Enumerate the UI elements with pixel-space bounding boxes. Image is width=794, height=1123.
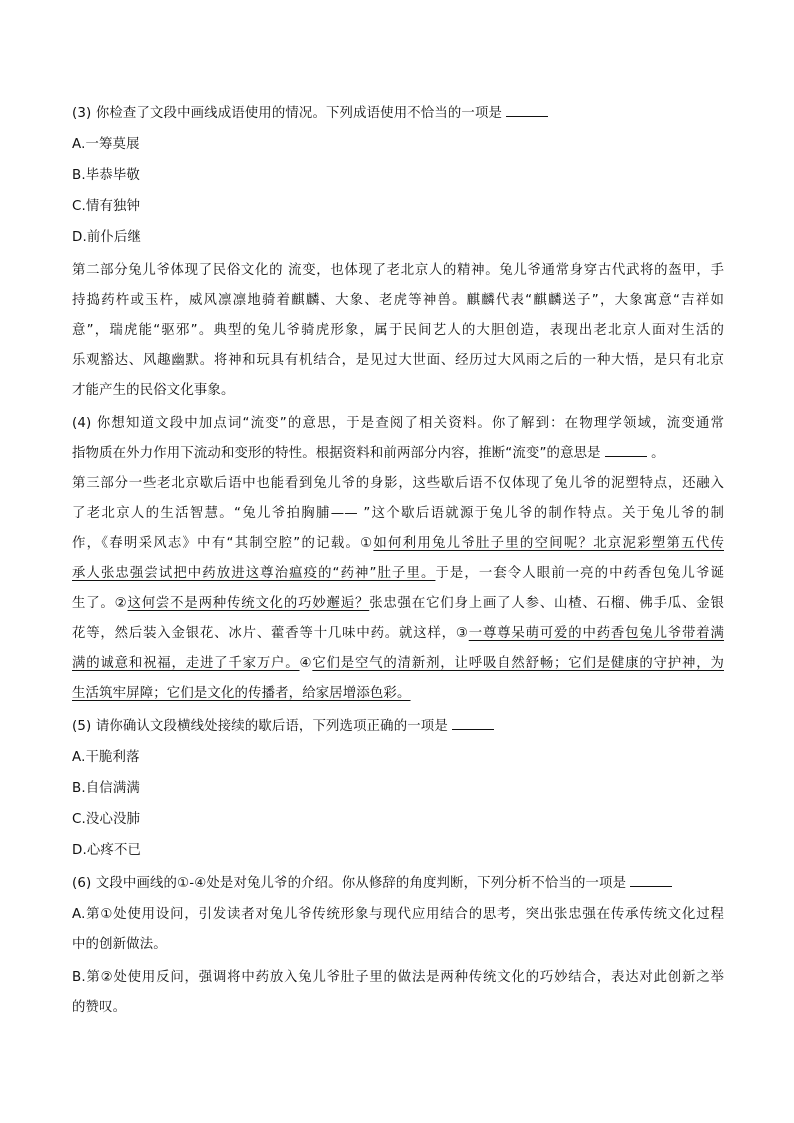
part2-line: 持捣药杵或玉杵，威风凛凛地骑着麒麟、大象、老虎等神兽。麒麟代表“麒麟送子”，大象寓意“吉祥如 [72, 293, 724, 308]
part3-line: 了老北京人的生活智慧。“兔儿爷拍胸脯—— ”这个歇后语就源于兔儿爷的制作特点。关于兔儿爷的制 [72, 506, 724, 521]
answer-blank [630, 885, 672, 887]
part2-line: 乐观豁达、风趣幽默。将神和玩具有机结合，是见过大世面、经历过大风雨之后的一种大悟，是只有北京 [72, 353, 724, 368]
answer-blank [506, 115, 548, 117]
q5-option-c: C.没心没肺 [72, 812, 141, 827]
q6-option-b-cont: 的赞叹。 [72, 1000, 127, 1015]
q3-option-d: D.前仆后继 [72, 230, 142, 245]
underlined-text: 生活筑牢屏障；它们是文化的传播者，给家居增添色彩。 [72, 686, 411, 701]
q3-option-b: B.毕恭毕敬 [72, 168, 140, 183]
part3-line [72, 684, 724, 704]
underlined-text: 这何尝不是两种传统文化的巧妙邂逅？ [127, 596, 370, 611]
part3-line: 满的诚意和祝福，走进了千家万户。④它们是空气的清新剂，让呼吸自然舒畅；它们是健康的守护神，为 [72, 656, 724, 671]
q6-stem: (6) 文段中画线的①-④处是对兔儿爷的介绍。你从修辞的角度判断，下列分析不恰当的一项是 [72, 874, 724, 894]
q3-option-a: A.一筹莫展 [72, 137, 140, 152]
part3-line: 花等，然后装入金银花、冰片、藿香等十几味中药。就这样，③一尊尊呆萌可爱的中药香包兔儿爷带着满 [72, 626, 725, 641]
q5-option-d: D.心疼不已 [72, 843, 142, 858]
q5-stem: (5) 请你确认文段横线处接续的歇后语，下列选项正确的一项是 [72, 717, 724, 737]
q6-option-b: B.第②处使用反问，强调将中药放入兔儿爷肚子里的做法是两种传统文化的巧妙结合，表达对此创新之举 [72, 970, 724, 985]
part3-line: 作，《春明采风志》中有“其制空腔”的记载。①如何利用兔儿爷肚子里的空间呢？北京泥彩塑第五代传 [72, 536, 724, 551]
underlined-text: 一尊尊呆萌可爱的中药香包兔儿爷带着满 [468, 626, 725, 641]
underlined-text: 它们是空气的清新剂，让呼吸自然舒畅；它们是健康的守护神，为 [312, 656, 724, 671]
underlined-text: 承人张忠强尝试把中药放进这尊治瘟疫的“药神”肚子里。 [72, 566, 436, 581]
q6-option-a: A.第①处使用设问，引发读者对兔儿爷传统形象与现代应用结合的思考，突出张忠强在传承传统文化过程 [72, 907, 724, 922]
part2-line: 意”，瑞虎能“驱邪”。典型的兔儿爷骑虎形象，属于民间艺人的大胆创造，表现出老北京人面对生活的 [72, 323, 724, 338]
answer-blank [452, 728, 494, 730]
q3-stem: (3) 你检查了文段中画线成语使用的情况。下列成语使用不恰当的一项是 [72, 104, 724, 124]
q4-line: (4) 你想知道文段中加点词“流变”的意思，于是查阅了相关资料。你了解到：在物理学领域，流变通常 [72, 416, 724, 431]
underlined-text: 满的诚意和祝福，走进了千家万户。 [72, 656, 300, 671]
part3-line: 第三部分一些老北京歇后语中也能看到兔儿爷的身影，这些歇后语不仅体现了兔儿爷的泥塑特点，还融入 [72, 476, 724, 491]
part2-line: 第二部分兔儿爷体现了民俗文化的 流变，也体现了老北京人的精神。兔儿爷通常身穿古代武将的盔甲，手 [72, 263, 724, 278]
part3-line: 承人张忠强尝试把中药放进这尊治瘟疫的“药神”肚子里。于是，一套令人眼前一亮的中药香包兔儿爷诞 [72, 566, 724, 581]
q4-line: 指物质在外力作用下流动和变形的特性。根据资料和前两部分内容，推断“流变”的意思是 。 [72, 446, 665, 461]
answer-blank [605, 455, 647, 457]
part3-line: 生了。②这何尝不是两种传统文化的巧妙邂逅？张忠强在它们身上画了人参、山楂、石榴、佛手瓜、金银 [72, 596, 724, 611]
underlined-text: 如何利用兔儿爷肚子里的空间呢？北京泥彩塑第五代传 [373, 536, 724, 551]
part2-line: 才能产生的民俗文化事象。 [72, 383, 235, 398]
q5-option-a: A.干脆利落 [72, 750, 140, 765]
q3-option-c: C.情有独钟 [72, 199, 141, 214]
q5-option-b: B.自信满满 [72, 781, 140, 796]
q6-option-a-cont: 中的创新做法。 [72, 937, 167, 952]
